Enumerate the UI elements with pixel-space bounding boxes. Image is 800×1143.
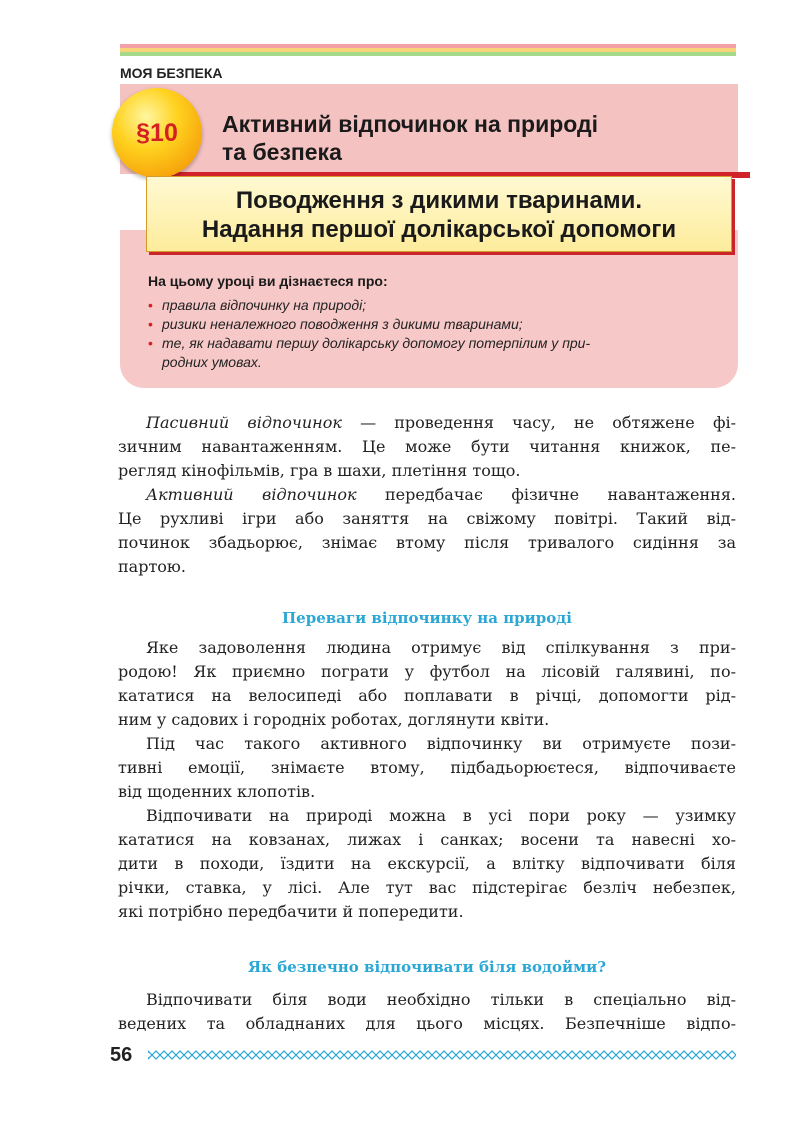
text-line: які потрібно передбачити й попередити. [118,902,464,921]
text-line: ведених та обладнаних для цього місцях. Безпечніше відпо- [118,1014,736,1033]
text-line: Пасивний відпочинок — проведення часу, не обтяжене фі- [146,413,737,432]
lesson-title-line-1: Активний відпочинок на природі [222,111,598,137]
text-line: кататися на ковзанах, лижах і санках; восени та навесні хо- [118,830,736,849]
water-safety-text [118,988,736,1036]
text-line: починок збадьорює, знімає втому після тривалого сидіння за [118,533,736,552]
list-item: • те, як надавати першу долікарську допомогу потерпілим у при- родних умовах. [148,335,591,370]
list-item: • ризики неналежного поводження з дикими тваринами; [148,316,523,332]
text-line: Активний відпочинок передбачає фізичне навантаження. [146,485,736,504]
text-line: партою. [118,557,186,576]
stripe-green [120,52,736,56]
text-line: регляд кінофільмів, гра в шахи, плетіння тощо. [118,461,521,480]
paragraph-badge [112,88,202,178]
lesson-objectives-heading: На цьому уроці ви дізнаєтеся про: [148,273,388,289]
text-line: Яке задоволення людина отримує від спілкування з при- [146,638,736,657]
page-number: 56 [110,1044,133,1066]
bullet-icon: • [148,335,153,351]
text-line: зичним навантаженням. Це може бути читання книжок, пе- [118,437,736,456]
lesson-title-line-2: та безпека [222,139,342,165]
section-label: МОЯ БЕЗПЕКА [120,65,223,81]
text-line: Це рухливі ігри або заняття на свіжому повітрі. Такий від- [118,509,736,528]
text-line: тивні емоції, знімаєте втому, підбадьорюєтеся, відпочиваєте [118,758,736,777]
benefits-text [118,636,736,924]
text-line: кататися на велосипеді або поплавати в річці, допомогти рід- [118,686,736,705]
section-heading-water-safety: Як безпечно відпочивати біля водойми? [247,958,607,976]
text-line: родою! Як приємно пограти у футбол на лісовій галявині, по- [118,662,736,681]
text-line: дити в походи, їздити на екскурсії, а влітку відпочивати біля [118,854,736,873]
lesson-objectives-list [148,296,733,372]
text-line: Відпочивати на природі можна в усі пори року — узимку [146,806,736,825]
text-line: ним у садових і городніх роботах, доглянути квіти. [118,710,550,729]
paragraph-number: §10 [136,118,178,147]
subtitle-box [146,176,732,252]
term-passive-rest: Пасивний відпочинок [146,413,342,432]
intro-text [118,411,736,579]
subtitle-line-2: Надання першої долікарської допомоги [201,216,677,243]
decorative-zigzag-line [148,1050,736,1060]
text-line: річки, ставка, у лісі. Але тут вас підстерігає безліч небезпек, [118,878,736,897]
section-heading-benefits: Переваги відпочинку на природі [282,609,572,627]
bullet-icon: • [148,316,153,332]
text-line: Відпочивати біля води необхідно тільки в спеціально від- [146,990,736,1009]
subtitle-line-1: Поводження з дикими тваринами. [235,187,643,214]
text-line: від щоденних клопотів. [118,782,316,801]
list-item: • правила відпочинку на природі; [148,297,367,313]
term-active-rest: Активний відпочинок [146,485,357,504]
lesson-title [222,110,722,166]
header-color-stripes [120,44,736,56]
text-line: Під час такого активного відпочинку ви отримуєте пози- [146,734,736,753]
bullet-icon: • [148,297,153,313]
